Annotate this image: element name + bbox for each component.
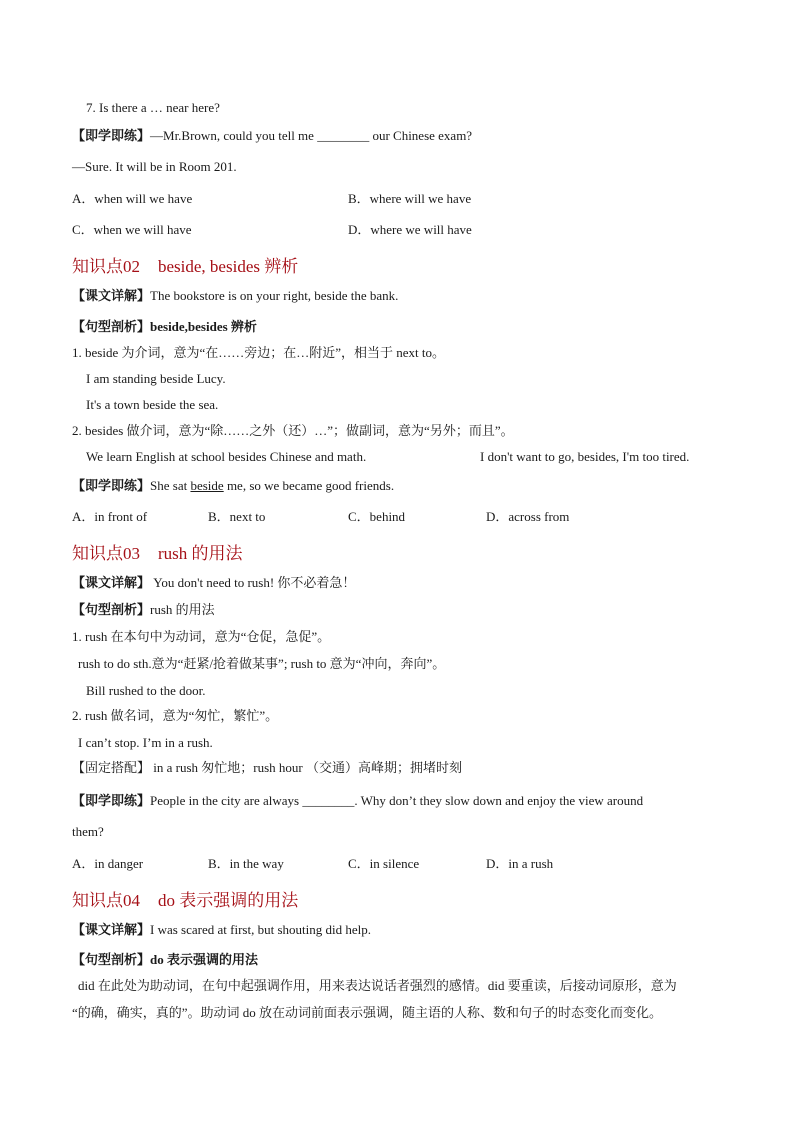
fixed-tag: 【固定搭配】 [72, 760, 151, 775]
example-3: We learn English at school besides Chinese and math. [86, 449, 367, 464]
practice-tag: 【即学即练】 [72, 478, 151, 493]
paragraph-line-1: did 在此处为助动词，在句中起强调作用，用来表达说话者强烈的感情。did 要重读，后接动词原形，意为 [78, 978, 677, 993]
fixed-collocation [72, 759, 462, 777]
explain-line [72, 574, 355, 592]
practice-3 [72, 792, 643, 810]
option-c: C．in silence [348, 856, 420, 871]
section-title: do 表示强调的用法 [158, 891, 299, 910]
option-b: B．in the way [208, 856, 284, 871]
option-b: B．where will we have [348, 191, 472, 206]
explain-text: I was scared at first, but shouting did help. [150, 922, 371, 937]
analysis-line [72, 951, 258, 969]
example-2: I can’t stop. I’m in a rush. [78, 735, 213, 750]
example-4: I don't want to go, besides, I'm too tired. [480, 449, 690, 464]
section-number: 知识点03 [72, 544, 140, 563]
section-heading-02 [72, 256, 298, 278]
section-heading-04 [72, 890, 298, 912]
paragraph-line-2: “的确，确实，真的”。助动词 do 放在动词前面表示强调，随主语的人称、数和句子的时态变化而变化。 [72, 1005, 663, 1020]
analysis-text: rush 的用法 [150, 602, 215, 617]
explain-text: You don't need to rush! 你不必着急！ [150, 575, 356, 590]
section-number: 知识点04 [72, 891, 140, 910]
analysis-tag: 【句型剖析】 [72, 602, 151, 617]
practice-3-text: People in the city are always ________. Why don’t they slow down and enjoy the view around [150, 793, 644, 808]
practice-tag: 【即学即练】 [72, 793, 151, 808]
example-1: I am standing beside Lucy. [86, 371, 226, 386]
analysis-line [72, 601, 215, 619]
example-1: Bill rushed to the door. [86, 683, 206, 698]
analysis-tag: 【句型剖析】 [72, 952, 151, 967]
explain-text: The bookstore is on your right, beside the bank. [150, 288, 399, 303]
practice-1-answer: —Sure. It will be in Room 201. [72, 159, 237, 174]
option-d: D．where we will have [348, 222, 472, 237]
practice-2-pre: She sat [150, 478, 191, 493]
practice-2-underlined-word: beside [190, 478, 224, 493]
practice-2 [72, 477, 394, 495]
practice-tag: 【即学即练】 [72, 128, 151, 143]
explain-tag: 【课文详解】 [72, 288, 151, 303]
option-d: D．across from [486, 509, 570, 524]
option-d: D．in a rush [486, 856, 554, 871]
point-2: 2. besides 做介词，意为“除……之外（还）…”；做副词，意为“另外；而且”。 [72, 423, 514, 438]
option-a: A．in front of [72, 509, 148, 524]
practice-1-question [72, 127, 472, 145]
fixed-text: in a rush 匆忙地；rush hour （交通）高峰期；拥堵时刻 [150, 760, 463, 775]
explain-tag: 【课文详解】 [72, 922, 151, 937]
option-c: C．behind [348, 509, 406, 524]
option-b: B．next to [208, 509, 266, 524]
option-c: C．when we will have [72, 222, 192, 237]
point-2: 2. rush 做名词，意为“匆忙，繁忙”。 [72, 708, 279, 723]
analysis-line [72, 318, 257, 336]
section-number: 知识点02 [72, 257, 140, 276]
practice-1-text: —Mr.Brown, could you tell me ________ our Chinese exam? [150, 128, 473, 143]
practice-3-continued: them? [72, 824, 104, 839]
analysis-text: do 表示强调的用法 [150, 952, 258, 967]
option-a: A．when will we have [72, 191, 193, 206]
question-7: 7. Is there a … near here? [86, 100, 220, 115]
option-a: A．in danger [72, 856, 144, 871]
explain-tag: 【课文详解】 [72, 575, 151, 590]
explain-line [72, 921, 371, 939]
section-title: rush 的用法 [158, 544, 243, 563]
point-1: 1. beside 为介词，意为“在……旁边；在…附近”，相当于 next to。 [72, 345, 445, 360]
explain-line [72, 287, 398, 305]
section-title: beside, besides 辨析 [158, 257, 299, 276]
point-1: 1. rush 在本句中为动词，意为“仓促，急促”。 [72, 629, 331, 644]
example-2: It's a town beside the sea. [86, 397, 219, 412]
section-heading-03 [72, 543, 243, 565]
analysis-text: beside,besides 辨析 [150, 319, 257, 334]
practice-2-post: me, so we became good friends. [223, 478, 395, 493]
point-1-detail: rush to do sth.意为“赶紧/抢着做某事”; rush to 意为“冲向，奔向”。 [78, 656, 446, 671]
analysis-tag: 【句型剖析】 [72, 319, 151, 334]
